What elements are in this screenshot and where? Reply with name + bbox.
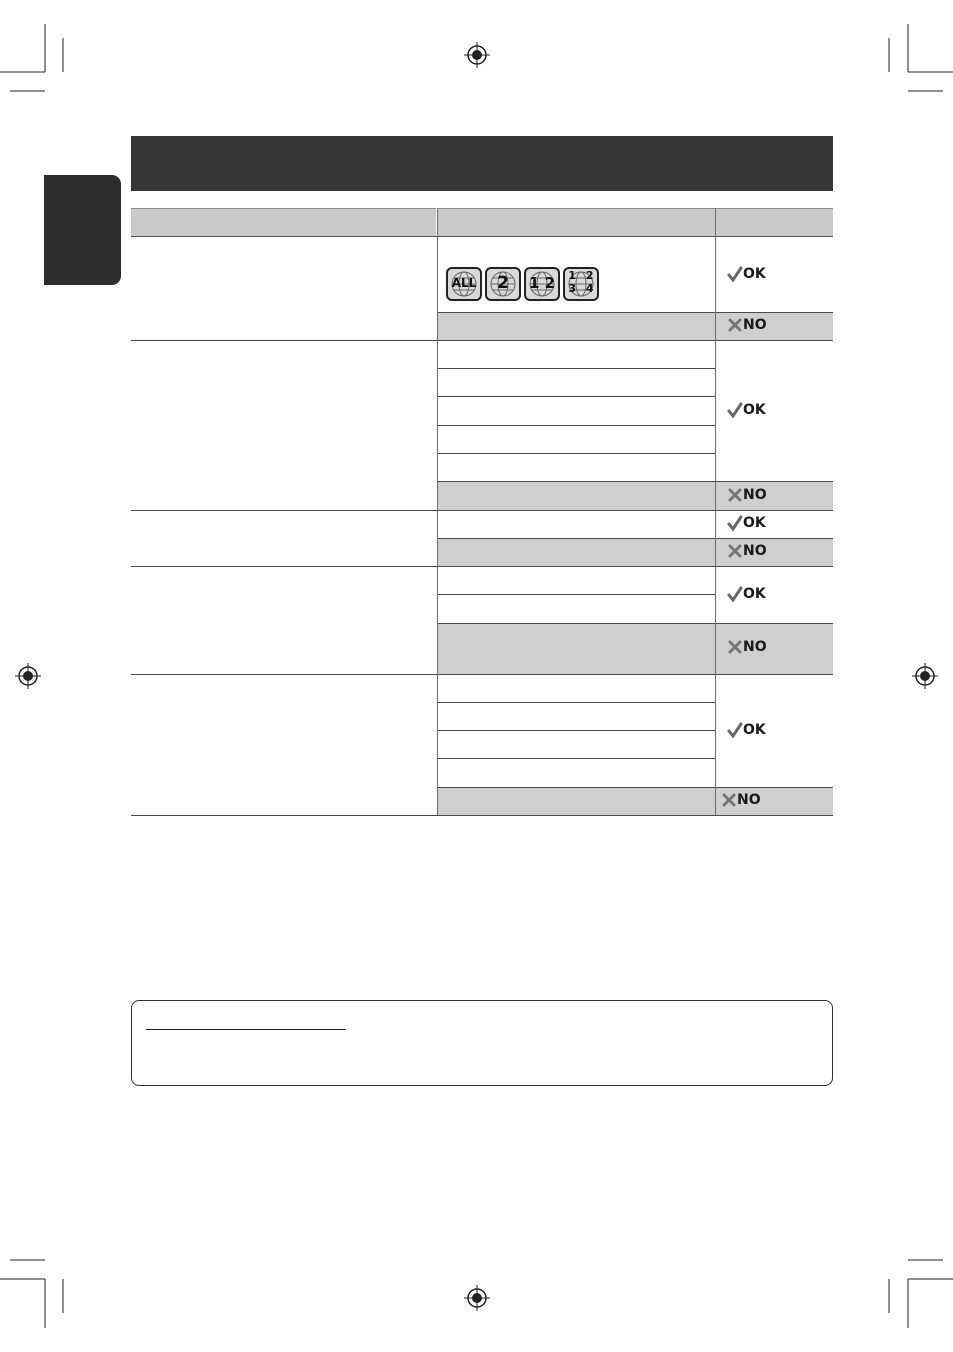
registration-mark-top: [463, 41, 491, 69]
region-code-icons: [446, 267, 599, 301]
status-ok-label: OK: [743, 402, 766, 418]
status-ok-5: [727, 722, 766, 738]
registration-mark-left: [14, 662, 42, 690]
registration-mark-right: [911, 662, 939, 690]
region-1-2-label: 1 2: [528, 274, 556, 292]
region-all-label: ALL: [451, 276, 477, 290]
no-row-1: [437, 312, 833, 340]
status-no-4: [727, 639, 767, 655]
no-row-5: [437, 787, 833, 815]
status-ok-label: OK: [743, 586, 766, 602]
status-no-2: [727, 487, 767, 503]
region-1-2-3-4-label: 1 2 3 4: [568, 269, 594, 295]
status-ok-4: [727, 586, 766, 602]
region-all-icon: [446, 267, 482, 301]
cross-icon: [727, 543, 743, 559]
registration-mark-bottom: [463, 1284, 491, 1312]
status-ok-1: [727, 266, 766, 282]
status-no-label: NO: [737, 792, 761, 808]
status-ok-label: OK: [743, 515, 766, 531]
status-ok-label: OK: [743, 722, 766, 738]
no-row-4: [437, 623, 833, 674]
page-title-bar: [131, 136, 833, 191]
status-ok-3: [727, 515, 766, 531]
status-no-5: [721, 792, 761, 808]
status-ok-2: [727, 402, 766, 418]
region-2-label: 2: [497, 273, 509, 293]
region-2-icon: [485, 267, 521, 301]
status-no-1: [727, 317, 767, 333]
region-1-2-3-4-icon: [563, 267, 599, 301]
status-no-label: NO: [743, 543, 767, 559]
table-header-col3: [716, 208, 833, 237]
check-icon: [727, 722, 743, 738]
status-no-label: NO: [743, 639, 767, 655]
status-no-label: NO: [743, 487, 767, 503]
no-row-2: [437, 481, 833, 510]
cross-icon: [721, 792, 737, 808]
check-icon: [727, 266, 743, 282]
note-box: [131, 1000, 833, 1086]
cross-icon: [727, 639, 743, 655]
language-side-tab: [44, 175, 121, 285]
status-no-3: [727, 543, 767, 559]
cross-icon: [727, 487, 743, 503]
status-no-label: NO: [743, 317, 767, 333]
check-icon: [727, 515, 743, 531]
table-header-col1: [131, 208, 436, 237]
compatibility-table: [131, 208, 833, 816]
status-ok-label: OK: [743, 266, 766, 282]
region-1-2-icon: [524, 267, 560, 301]
table-header-col2: [437, 208, 715, 237]
check-icon: [727, 586, 743, 602]
note-heading-underline: [146, 1029, 346, 1030]
cross-icon: [727, 317, 743, 333]
no-row-3: [437, 538, 833, 566]
check-icon: [727, 402, 743, 418]
